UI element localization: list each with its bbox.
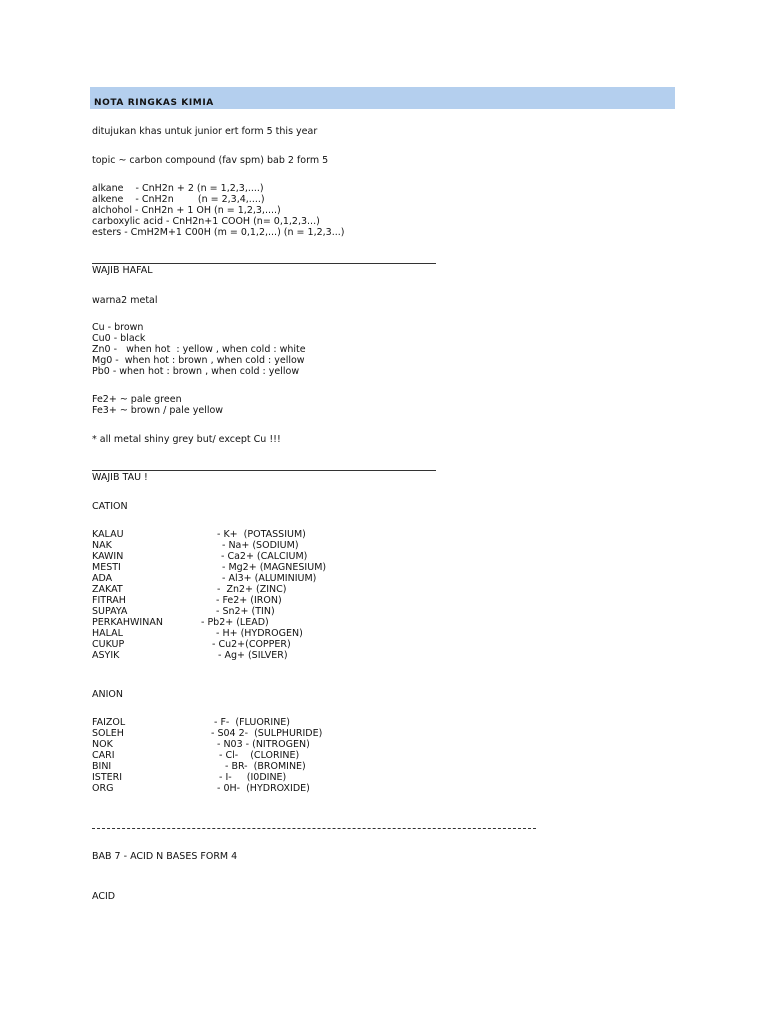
cation-word: NAK (92, 540, 112, 551)
section-heading: WAJIB HAFAL (92, 265, 153, 276)
cation-word: HALAL (92, 628, 123, 639)
cation-word: MESTI (92, 562, 121, 573)
cation-word: ADA (92, 573, 113, 584)
cation-ion: - Zn2+ (ZINC) (217, 584, 287, 595)
document-title: NOTA RINGKAS KIMIA (94, 98, 214, 108)
cation-ion: - Pb2+ (LEAD) (201, 617, 269, 628)
section-subheading: warna2 metal (92, 295, 158, 306)
cation-ion: - Fe2+ (IRON) (216, 595, 282, 606)
anion-word: ORG (92, 783, 114, 794)
anion-ion: - Cl- (CLORINE) (219, 750, 300, 761)
anion-ion: - BR- (BROMINE) (225, 761, 306, 772)
anion-word: FAIZOL (92, 717, 126, 728)
topic-text: topic ~ carbon compound (fav spm) bab 2 form 5 (92, 155, 329, 166)
cation-word: SUPAYA (92, 606, 128, 617)
metal-color-line: Pb0 - when hot : brown , when cold : yellow (92, 366, 300, 377)
anion-word: BINI (92, 761, 112, 772)
cation-word: PERKAHWINAN (92, 617, 163, 628)
cation-word: FITRAH (92, 595, 126, 606)
title-bar (90, 87, 675, 109)
anion-word: CARI (92, 750, 115, 761)
cation-ion: - Na+ (SODIUM) (222, 540, 299, 551)
metal-color-line: Zn0 - when hot : yellow , when cold : white (92, 344, 306, 355)
metal-color-line: Mg0 - when hot : brown , when cold : yellow (92, 355, 305, 366)
section-heading: BAB 7 - ACID N BASES FORM 4 (92, 851, 238, 862)
cation-ion: - Ca2+ (CALCIUM) (221, 551, 308, 562)
section-subheading: ACID (92, 891, 116, 902)
anion-word: NOK (92, 739, 113, 750)
formula-line: alkene - CnH2n (n = 2,3,4,....) (92, 194, 265, 205)
anion-ion: - S04 2- (SULPHURIDE) (211, 728, 323, 739)
formula-line: alkane - CnH2n + 2 (n = 1,2,3,....) (92, 183, 264, 194)
divider-line (92, 263, 436, 264)
metal-color-line: Cu0 - black (92, 333, 146, 344)
cation-word: KAWIN (92, 551, 124, 562)
iron-color-line: Fe3+ ~ brown / pale yellow (92, 405, 224, 416)
cation-ion: - Ag+ (SILVER) (218, 650, 288, 661)
iron-color-line: Fe2+ ~ pale green (92, 394, 182, 405)
cation-ion: - H+ (HYDROGEN) (216, 628, 303, 639)
anion-word: ISTERI (92, 772, 123, 783)
anion-word: SOLEH (92, 728, 124, 739)
cation-word: ZAKAT (92, 584, 123, 595)
cation-ion: - Al3+ (ALUMINIUM) (222, 573, 317, 584)
anion-ion: - F- (FLUORINE) (214, 717, 291, 728)
anion-ion: - 0H- (HYDROXIDE) (217, 783, 310, 794)
cation-word: CUKUP (92, 639, 125, 650)
cation-ion: - Sn2+ (TIN) (216, 606, 275, 617)
formula-line: carboxylic acid - CnH2n+1 COOH (n= 0,1,2,3...) (92, 216, 320, 227)
note-text: * all metal shiny grey but/ except Cu !!! (92, 434, 281, 445)
cation-heading: CATION (92, 501, 128, 512)
section-heading: WAJIB TAU ! (92, 472, 148, 483)
formula-line: esters - CmH2M+1 C00H (m = 0,1,2,...) (n = 1,2,3...) (92, 227, 345, 238)
cation-ion: - Mg2+ (MAGNESIUM) (222, 562, 327, 573)
metal-color-line: Cu - brown (92, 322, 144, 333)
anion-ion: - I- (I0DINE) (219, 772, 287, 783)
divider-line (92, 470, 436, 471)
cation-ion: - K+ (POTASSIUM) (217, 529, 306, 540)
cation-word: KALAU (92, 529, 124, 540)
cation-word: ASYIK (92, 650, 120, 661)
anion-ion: - N03 - (NITROGEN) (217, 739, 310, 750)
intro-text: ditujukan khas untuk junior ert form 5 this year (92, 126, 318, 137)
dashed-divider (92, 828, 536, 829)
formula-line: alchohol - CnH2n + 1 OH (n = 1,2,3,....) (92, 205, 281, 216)
cation-ion: - Cu2+(COPPER) (212, 639, 291, 650)
anion-heading: ANION (92, 689, 123, 700)
